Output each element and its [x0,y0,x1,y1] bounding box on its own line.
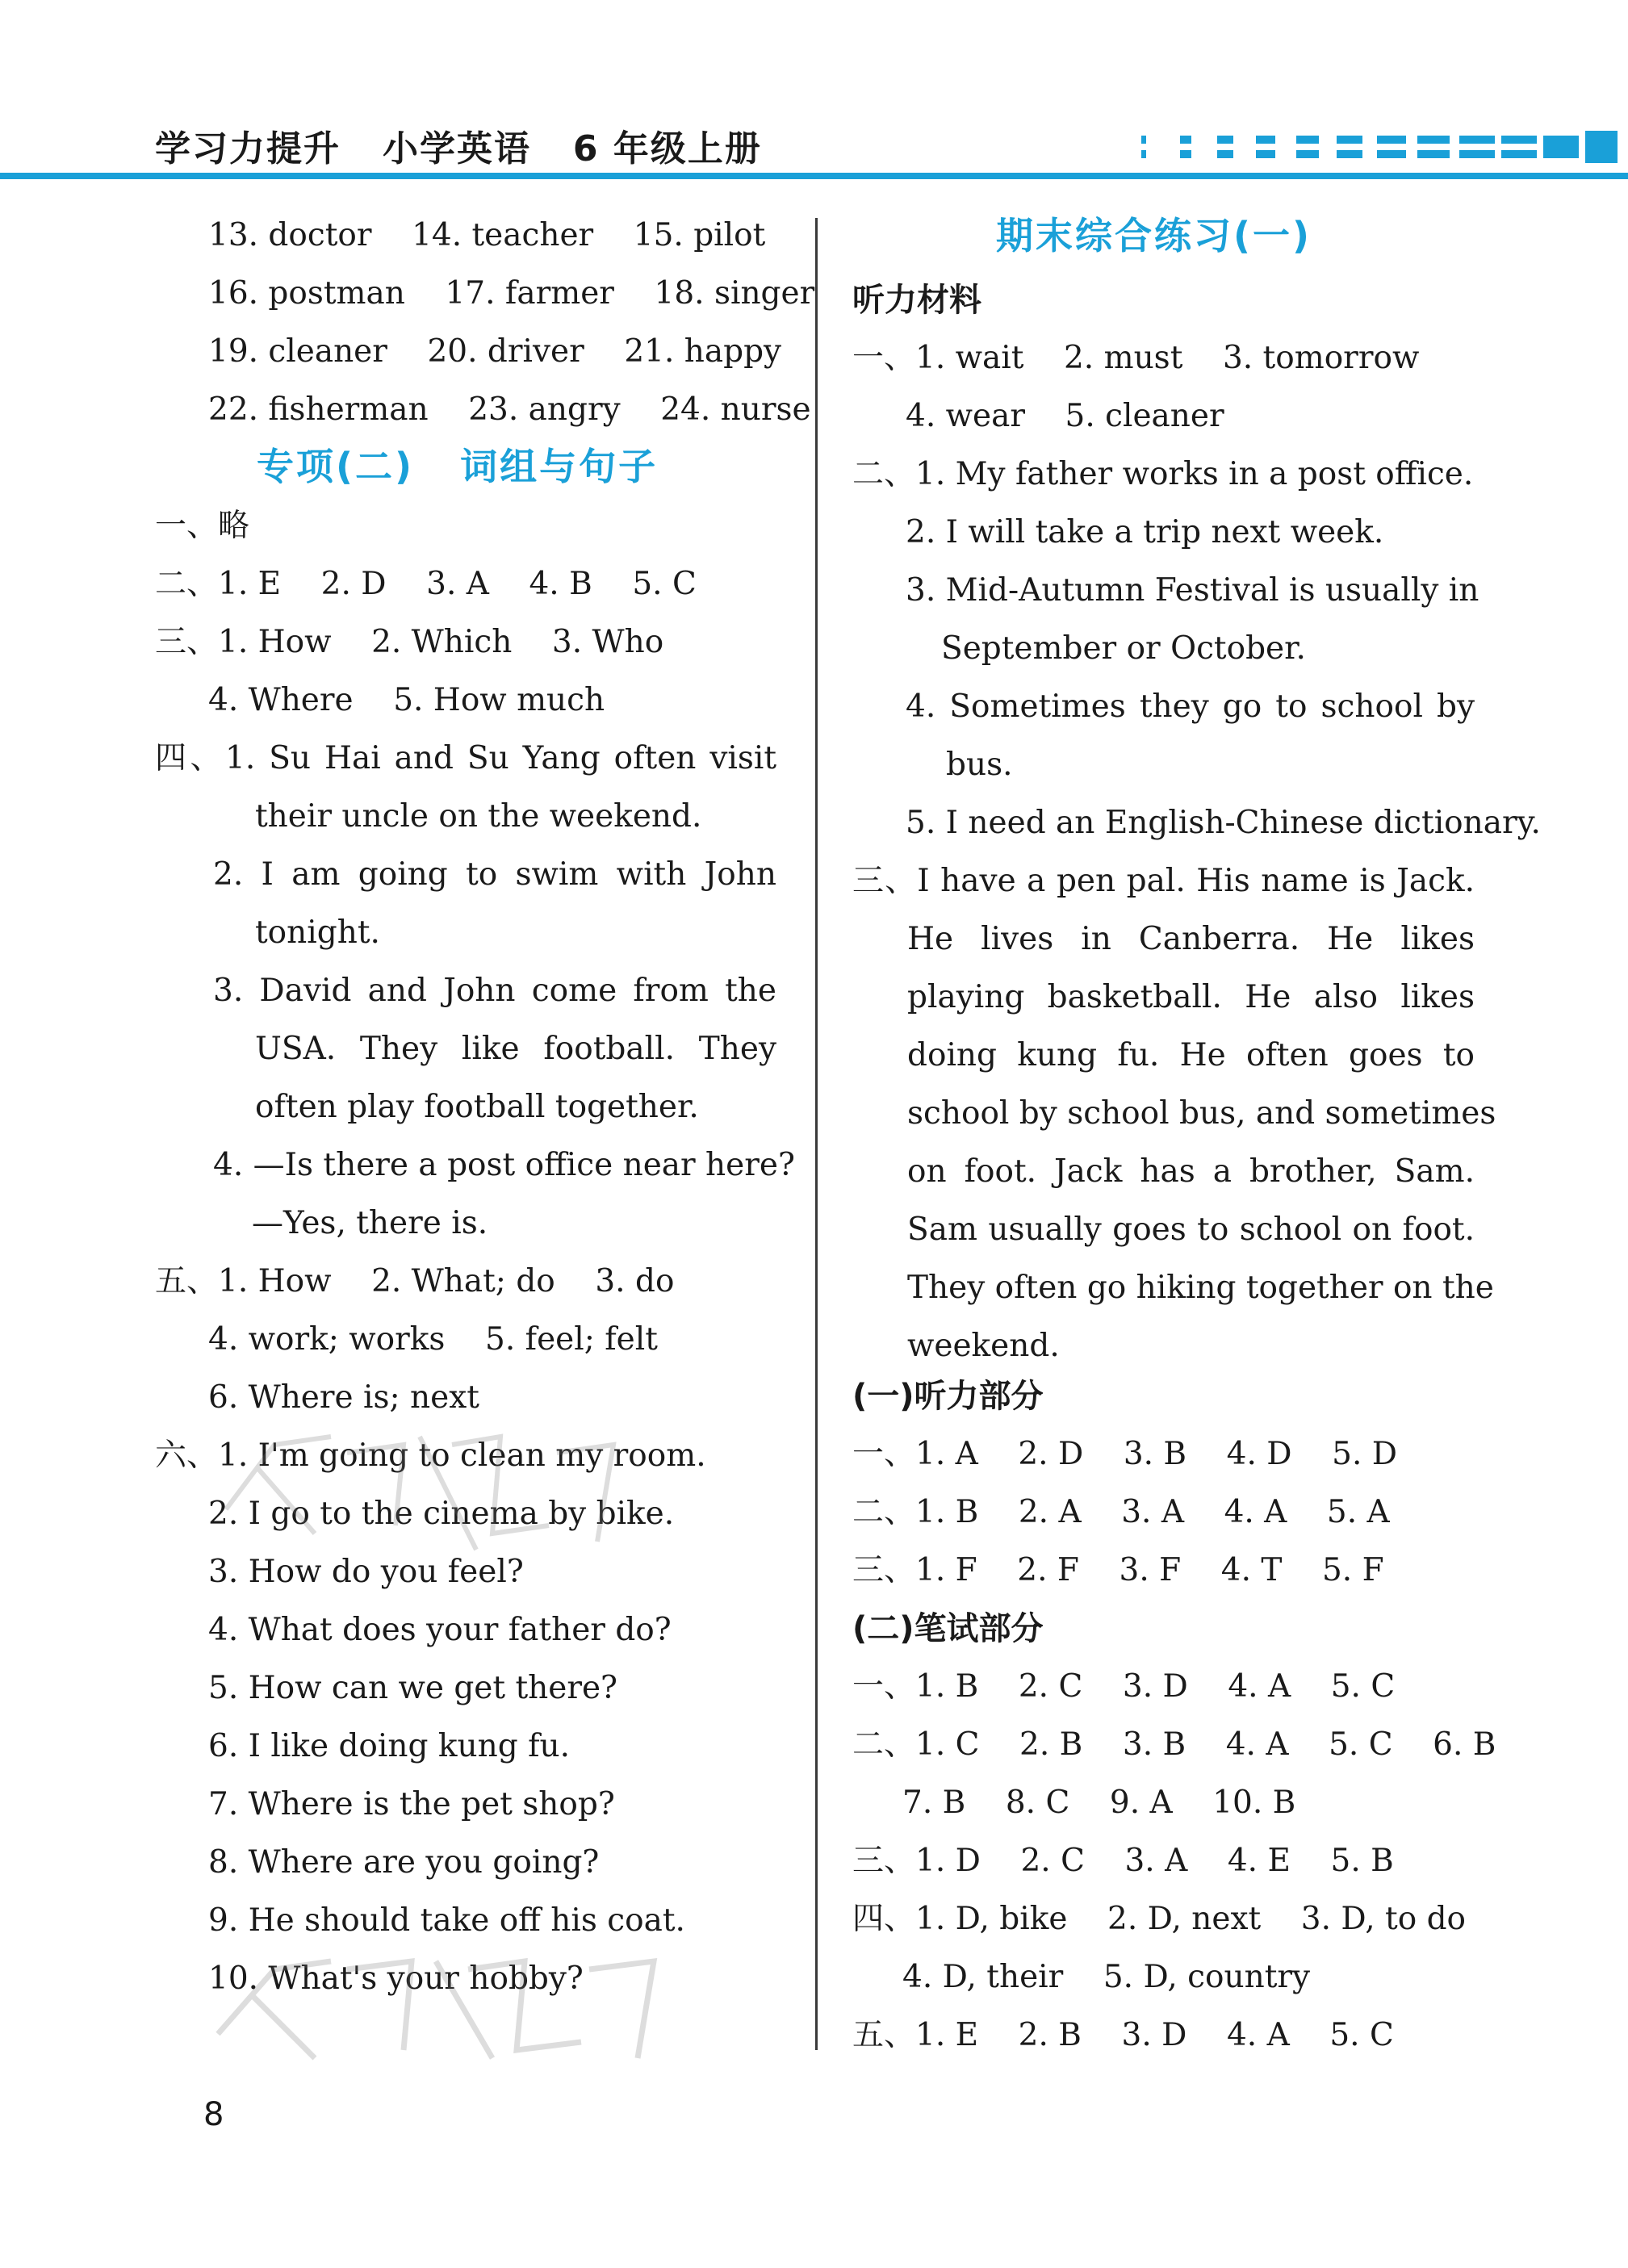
answer-line: 6. I like doing kung fu. [208,1728,571,1764]
answer-line: 一、1. wait 2. must 3. tomorrow [852,340,1420,376]
answer-line: 10. What's your hobby? [208,1960,584,1997]
answer-line: 4. D, their 5. D, country [902,1959,1311,1995]
answer-line: 二、1. C 2. B 3. B 4. A 5. C 6. B [852,1726,1496,1763]
answer-line: 7. B 8. C 9. A 10. B [902,1785,1296,1821]
answer-line: 4. What does your father do? [208,1612,672,1648]
subsection-heading: (一)听力部分 [852,1378,1044,1415]
answer-line: 二、1. My father works in a post office. [852,456,1474,492]
answer-line: 3. Mid-Autumn Festival is usually in [906,572,1479,609]
answer-line: He lives in Canberra. He likes [907,921,1475,957]
column-divider [815,218,818,2050]
answer-line: weekend. [907,1328,1060,1364]
subsection-heading: 听力材料 [852,282,981,319]
answer-line: 三、1. How 2. Which 3. Who [155,624,664,660]
answer-line: 4. Where 5. How much [208,682,605,718]
answer-line: often play football together. [255,1089,699,1125]
answer-line: 6. Where is; next [208,1379,479,1416]
watermark-stamp [210,1388,662,1566]
answer-line: 六、1. I'm going to clean my room. [155,1437,706,1474]
answer-line: 22. fisherman 23. angry 24. nurse [208,391,811,428]
answer-line: 16. postman 17. farmer 18. singer [208,275,815,312]
answer-line: 5. How can we get there? [208,1670,617,1706]
answer-line: 二、1. B 2. A 3. A 4. A 5. A [852,1494,1390,1530]
answer-line: —Yes, there is. [252,1205,488,1241]
answer-line: 4. work; works 5. feel; felt [208,1321,658,1358]
answer-line: school by school bus, and sometimes [907,1095,1496,1132]
book-title: 学习力提升 小学英语 6 年级上册 [155,128,762,169]
answer-line: their uncle on the weekend. [255,798,702,835]
answer-line: They often go hiking together on the [907,1270,1494,1306]
answer-line: 5. I need an English-Chinese dictionary. [906,805,1541,841]
answer-line: 一、1. B 2. C 3. D 4. A 5. C [852,1668,1396,1705]
answer-line: 4. wear 5. cleaner [906,398,1224,434]
answer-line: 二、1. E 2. D 3. A 4. B 5. C [155,566,697,602]
answer-line: 三、1. D 2. C 3. A 4. E 5. B [852,1843,1394,1879]
answer-line: 3. How do you feel? [208,1554,524,1590]
answer-line: 一、略 [155,508,250,544]
answer-line: 2. I am going to swim with John [213,856,776,893]
section-title: 专项(二) 词组与句子 [257,445,659,488]
section-title: 期末综合练习(一) [996,214,1312,257]
answer-line: 3. David and John come from the [213,973,776,1009]
answer-line: playing basketball. He also likes [907,979,1475,1015]
answer-line: Sam usually goes to school on foot. [907,1211,1475,1248]
answer-line: 4. —Is there a post office near here? [213,1147,795,1183]
answer-line: on foot. Jack has a brother, Sam. [907,1153,1475,1190]
answer-line: 三、I have a pen pal. His name is Jack. [852,863,1475,899]
answer-line: 三、1. F 2. F 3. F 4. T 5. F [852,1552,1384,1588]
page-header [0,0,1628,186]
answer-line: 13. doctor 14. teacher 15. pilot [208,217,766,253]
answer-line: 19. cleaner 20. driver 21. happy [208,333,782,370]
answer-line: 五、1. E 2. B 3. D 4. A 5. C [852,2017,1394,2053]
answer-line: 四、1. D, bike 2. D, next 3. D, to do [852,1901,1467,1937]
answer-line: USA. They like football. They [255,1031,776,1067]
answer-line: 四、1. Su Hai and Su Yang often visit [155,740,776,776]
answer-line: doing kung fu. He often goes to [907,1037,1475,1073]
answer-line: bus. [946,747,1013,783]
answer-line: 一、1. A 2. D 3. B 4. D 5. D [852,1436,1398,1472]
answer-line: 7. Where is the pet shop? [208,1786,615,1822]
answer-line: tonight. [255,914,380,951]
answer-line: 五、1. How 2. What; do 3. do [155,1263,675,1299]
answer-line: 4. Sometimes they go to school by [906,688,1475,725]
page-number: 8 [203,2096,224,2133]
answer-line: 2. I go to the cinema by bike. [208,1496,675,1532]
subsection-heading: (二)笔试部分 [852,1610,1044,1647]
header-rule [0,173,1628,179]
answer-line: 9. He should take off his coat. [208,1902,685,1939]
watermark-stamp [202,1937,686,2066]
answer-line: 2. I will take a trip next week. [906,514,1384,550]
answer-line: September or October. [941,630,1306,667]
answer-line: 8. Where are you going? [208,1844,600,1881]
